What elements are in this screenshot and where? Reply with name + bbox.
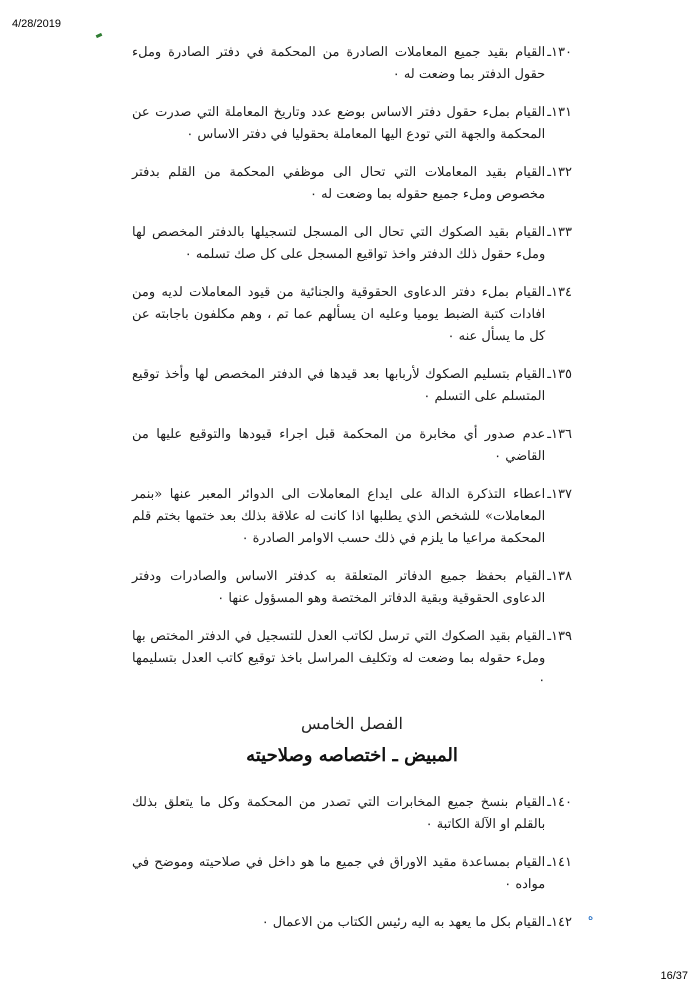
article-item bbox=[132, 626, 572, 692]
blue-ink-speck: ه bbox=[588, 912, 594, 923]
document-body bbox=[132, 42, 572, 950]
article-number: ١٣٨ـ bbox=[547, 569, 572, 584]
article-number: ١٤٠ـ bbox=[547, 795, 572, 810]
article-number: ١٣٤ـ bbox=[547, 285, 572, 300]
article-text: القيام بقيد الصكوك التي ترسل لكاتب العدل للتسجيل في الدفتر المختص بها وملء حقوله بما وضعت له وتكليف المراسل باخذ توقيع كاتب العدل بتسليمها ٠ bbox=[132, 629, 546, 688]
article-item bbox=[132, 162, 572, 206]
article-text: القيام بكل ما يعهد به اليه رئيس الكتاب من الاعمال ٠ bbox=[261, 915, 546, 930]
article-number: ١٣٠ـ bbox=[547, 45, 572, 60]
article-item bbox=[132, 912, 572, 934]
article-number: ١٣٧ـ bbox=[547, 487, 572, 502]
article-item bbox=[132, 222, 572, 266]
article-number: ١٣٦ـ bbox=[547, 427, 572, 442]
article-number: ١٣٢ـ bbox=[547, 165, 572, 180]
article-text: القيام بنسخ جميع المخابرات التي تصدر من المحكمة وكل ما يتعلق بذلك بالقلم او الآلة الكاتبة ٠ bbox=[132, 795, 546, 832]
article-number: ١٣١ـ bbox=[547, 105, 572, 120]
article-item bbox=[132, 282, 572, 348]
article-text: القيام بحفظ جميع الدفاتر المتعلقة به كدفتر الاساس والصادرات ودفتر الدعاوى الحقوقية وبقية الدفاتر المختصة وهو المسؤول عنها ٠ bbox=[132, 569, 546, 606]
article-item bbox=[132, 566, 572, 610]
chapter-heading: الفصل الخامس bbox=[301, 714, 403, 733]
print-date: 4/28/2019 bbox=[12, 18, 61, 30]
article-list-part2 bbox=[132, 792, 572, 934]
article-number: ١٣٥ـ bbox=[547, 367, 572, 382]
article-item bbox=[132, 102, 572, 146]
green-pen-mark bbox=[96, 33, 103, 38]
article-number: ١٣٩ـ bbox=[547, 629, 572, 644]
article-number: ١٤١ـ bbox=[547, 855, 572, 870]
section-title: المبيض ـ اختصاصه وصلاحيته bbox=[246, 745, 458, 766]
article-text: القيام بقيد جميع المعاملات الصادرة من المحكمة في دفتر الصادرة وملء حقول الدفتر بما وضعت له ٠ bbox=[132, 45, 546, 82]
article-list-part1 bbox=[132, 42, 572, 692]
article-text: القيام بملء حقول دفتر الاساس بوضع عدد وتاريخ المعاملة التي صدرت عن المحكمة والجهة التي تودع اليها المعاملة بحقوليا في دفتر الاساس ٠ bbox=[132, 105, 546, 142]
article-item bbox=[132, 424, 572, 468]
article-item bbox=[132, 364, 572, 408]
article-text: القيام بقيد المعاملات التي تحال الى موظفي المحكمة من القلم بدفتر مخصوص وملء جميع حقوله بما وضعت له ٠ bbox=[132, 165, 546, 202]
article-text: عدم صدور أي مخابرة من المحكمة قبل اجراء قيودها والتوقيع عليها من القاضي ٠ bbox=[132, 427, 546, 464]
article-text: القيام بملء دفتر الدعاوى الحقوقية والجنائية من قيود المعاملات لديه ومن افادات كتبة الضبط يوميا وعليه ان يسألهم عما تم ، وهم مكلفون باجابته عن كل ما يسأل عنه ٠ bbox=[132, 285, 546, 344]
article-number: ١٣٣ـ bbox=[547, 225, 572, 240]
article-item bbox=[132, 792, 572, 836]
article-text: القيام بمساعدة مقيد الاوراق في جميع ما هو داخل في صلاحيته وموضح في مواده ٠ bbox=[132, 855, 546, 892]
article-item bbox=[132, 42, 572, 86]
page-number: 16/37 bbox=[660, 970, 688, 982]
article-text: القيام بقيد الصكوك التي تحال الى المسجل لتسجيلها بالدفتر المخصص لها وملء حقول ذلك الدفتر واخذ تواقيع المسجل على كل صك تسلمه ٠ bbox=[132, 225, 546, 262]
article-item bbox=[132, 484, 572, 550]
article-number: ١٤٢ـ bbox=[547, 915, 572, 930]
article-item bbox=[132, 852, 572, 896]
article-text: اعطاء التذكرة الدالة على ايداع المعاملات الى الدوائر المعبر عنها «بنمر المعاملات» للشخص الذي يطلبها اذا كانت له علاقة بذلك بعد ختمها بختم قلم المحكمة مراعيا ما يلزم في ذلك حسب الاوامر الصادرة ٠ bbox=[132, 487, 546, 546]
article-text: القيام بتسليم الصكوك لأربابها بعد قيدها في الدفتر المخصص لها وأخذ توقيع المتسلم على التسلم ٠ bbox=[132, 367, 546, 404]
